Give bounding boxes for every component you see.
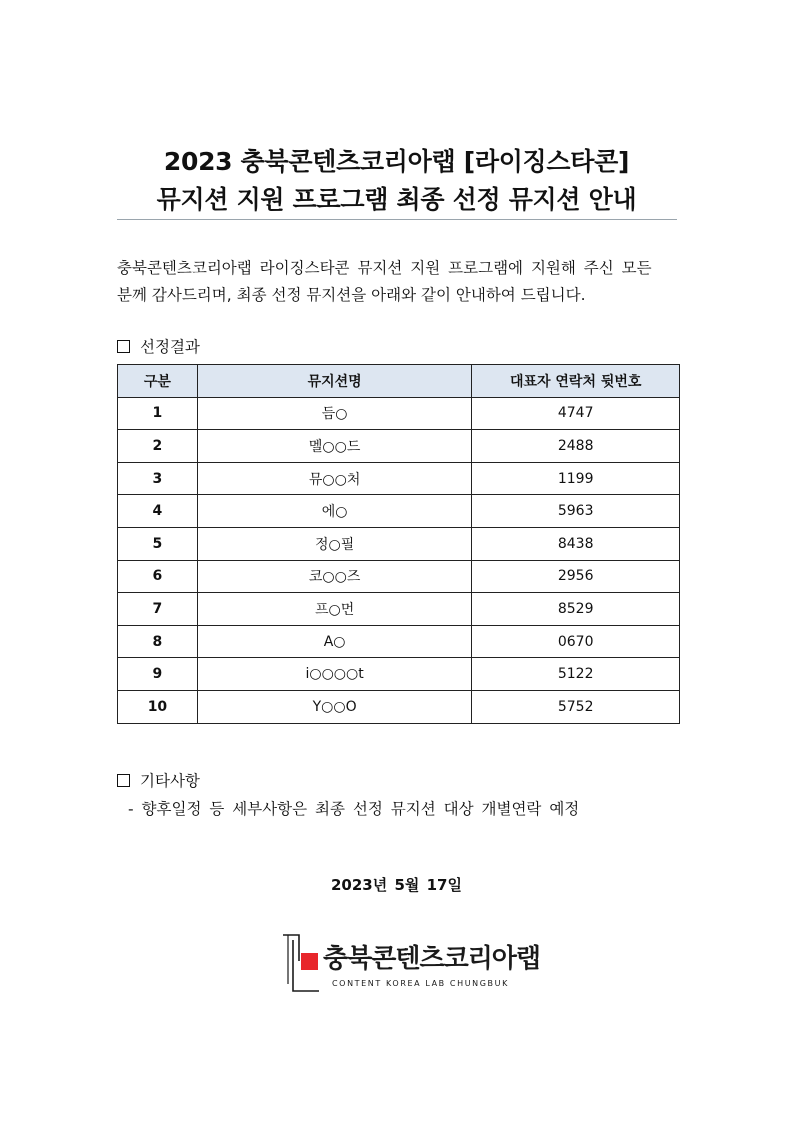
musician-name: 코○○즈 — [197, 560, 472, 593]
musician-name: 듬○ — [197, 397, 472, 430]
contact-last-digits: 0670 — [472, 625, 680, 658]
contact-last-digits: 5752 — [472, 690, 680, 723]
document-title-line-1: 2023 충북콘텐츠코리아랩 [라이징스타콘] — [163, 147, 630, 176]
checkbox-bullet-icon — [117, 774, 130, 787]
musician-name: 멜○○드 — [197, 430, 472, 463]
schedule-note: - 향후일정 등 세부사항은 최종 선정 뮤지션 대상 개별연락 예정 — [128, 800, 580, 818]
musician-name: 뮤○○처 — [197, 462, 472, 495]
section-results-heading — [117, 335, 200, 357]
contact-last-digits: 5122 — [472, 658, 680, 691]
intro-line-1: 충북콘텐츠코리아랩 라이징스타콘 뮤지션 지원 프로그램에 지원해 주신 모든 — [117, 259, 652, 277]
checkbox-bullet-icon — [117, 340, 130, 353]
contact-last-digits: 2488 — [472, 430, 680, 463]
table-header-row — [118, 365, 680, 398]
header-musician-name: 뮤지션명 — [197, 365, 472, 398]
row-number: 5 — [118, 527, 198, 560]
contact-last-digits: 8438 — [472, 527, 680, 560]
table-row — [118, 430, 680, 463]
row-number: 3 — [118, 462, 198, 495]
contact-last-digits: 2956 — [472, 560, 680, 593]
row-number: 8 — [118, 625, 198, 658]
table-body — [118, 397, 680, 723]
table-row — [118, 560, 680, 593]
row-number: 10 — [118, 690, 198, 723]
header-contact-last-digits: 대표자 연락처 뒷번호 — [472, 365, 680, 398]
row-number: 6 — [118, 560, 198, 593]
row-number: 2 — [118, 430, 198, 463]
musician-name: 에○ — [197, 495, 472, 528]
section-other-label: 기타사항 — [140, 772, 200, 790]
musician-name: A○ — [197, 625, 472, 658]
organization-logo — [283, 934, 541, 996]
table-row — [118, 397, 680, 430]
table-row — [118, 462, 680, 495]
document-date: 2023년 5월 17일 — [331, 876, 462, 894]
results-table — [117, 364, 680, 724]
table-row — [118, 593, 680, 626]
row-number: 7 — [118, 593, 198, 626]
contact-last-digits: 1199 — [472, 462, 680, 495]
row-number: 9 — [118, 658, 198, 691]
table-row — [118, 658, 680, 691]
contact-last-digits: 8529 — [472, 593, 680, 626]
row-number: 1 — [118, 397, 198, 430]
musician-name: i○○○○t — [197, 658, 472, 691]
musician-name: Y○○O — [197, 690, 472, 723]
logo-name: 충북콘텐츠코리아랩 — [323, 944, 541, 974]
table-row — [118, 527, 680, 560]
row-number: 4 — [118, 495, 198, 528]
section-other-heading — [117, 769, 200, 791]
intro-line-2: 분께 감사드리며, 최종 선정 뮤지션을 아래와 같이 안내하여 드립니다. — [117, 286, 586, 304]
contact-last-digits: 5963 — [472, 495, 680, 528]
logo-subtitle: CONTENT KOREA LAB CHUNGBUK — [332, 979, 509, 988]
title-divider — [117, 219, 677, 220]
musician-name: 정○필 — [197, 527, 472, 560]
table-row — [118, 495, 680, 528]
table-row — [118, 625, 680, 658]
musician-name: 프○먼 — [197, 593, 472, 626]
table-row — [118, 690, 680, 723]
document-title-line-2: 뮤지션 지원 프로그램 최종 선정 뮤지션 안내 — [156, 185, 637, 214]
section-results-label: 선정결과 — [140, 338, 200, 356]
header-category: 구분 — [118, 365, 198, 398]
contact-last-digits: 4747 — [472, 397, 680, 430]
